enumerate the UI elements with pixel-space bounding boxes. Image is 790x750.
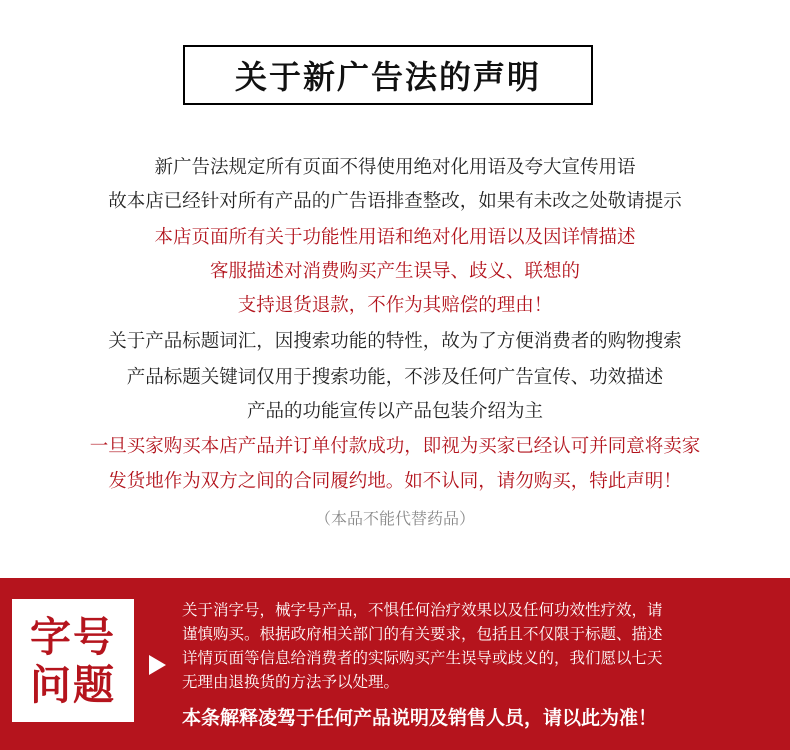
statement-line-3: 本店页面所有关于功能性用语和绝对化用语以及因详情描述 (154, 227, 636, 248)
statement-line-8: 产品的功能宣传以产品包装介绍为主 (246, 401, 543, 422)
footer-text-line-2: 谨慎购买。根据政府相关部门的有关要求，包括且不仅限于标题、描述 (182, 625, 663, 643)
statement-line-1: 新广告法规定所有页面不得使用绝对化用语及夸大宣传用语 (154, 157, 636, 178)
badge (12, 599, 134, 722)
page-title: 关于新广告法的声明 (183, 45, 593, 105)
footer-statement: 本条解释凌驾于任何产品说明及销售人员，请以此为准！ (182, 707, 658, 729)
badge-line-2: 问题 (30, 660, 116, 709)
statement-line-9: 一旦买家购买本店产品并订单付款成功，即视为买家已经认可并同意将卖家 (89, 436, 701, 457)
footer-text-line-1: 关于消字号，械字号产品，不惧任何治疗效果以及任何功效性疗效，请 (182, 601, 663, 619)
triangle-arrow-icon (149, 655, 166, 675)
statement-line-6: 关于产品标题词汇，因搜索功能的特性，故为了方便消费者的购物搜索 (108, 331, 682, 352)
footer-text-line-4: 无理由退换货的方法予以处理。 (182, 673, 400, 691)
footer-text-line-3: 详情页面等信息给消费者的实际购买产生误导或歧义的，我们愿以七天 (182, 649, 663, 667)
statement-line-4: 客服描述对消费购买产生误导、歧义、联想的 (209, 261, 580, 282)
medicine-note: （本品不能代替药品） (314, 509, 475, 528)
statement-line-5: 支持退货退款，不作为其赔偿的理由！ (237, 295, 553, 316)
statement-line-7: 产品标题关键词仅用于搜索功能，不涉及任何广告宣传、功效描述 (126, 367, 664, 388)
footer-banner (0, 578, 790, 750)
statement-line-2: 故本店已经针对所有产品的广告语排查整改，如果有未改之处敬请提示 (108, 191, 682, 212)
statement-line-10: 发货地作为双方之间的合同履约地。如不认同，请勿购买，特此声明！ (108, 471, 682, 492)
badge-line-1: 字号 (30, 612, 116, 661)
